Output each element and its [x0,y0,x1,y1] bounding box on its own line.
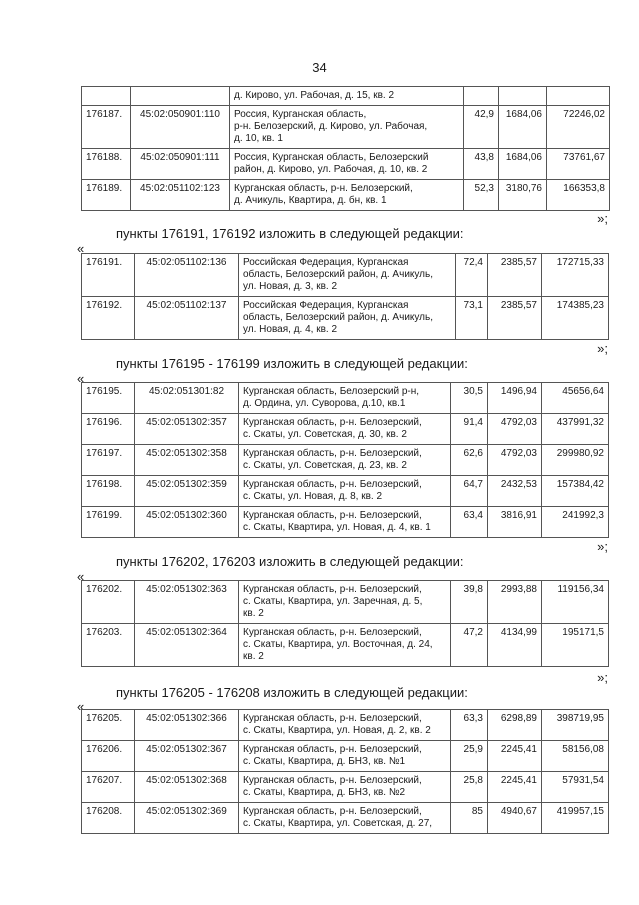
area [464,87,499,106]
area: 85 [451,803,488,834]
register-table-5 [81,709,609,834]
row-number: 176206. [82,741,135,772]
cadastral-value: 195171,5 [542,624,609,667]
table-row [82,254,609,297]
row-number: 176188. [82,149,131,180]
cadastral-number: 45:02:051302:368 [135,772,239,803]
row-number: 176208. [82,803,135,834]
opening-quote: « [77,569,85,584]
cadastral-number: 45:02:051302:364 [135,624,239,667]
address: Курганская область, р-н. Белозерский, д. Ачикуль, Квартира, д. бн, кв. 1 [230,180,464,211]
register-table-2 [81,253,609,340]
address: Курганская область, р-н. Белозерский, с. Скаты, Квартира, ул. Восточная, д. 24, кв. 2 [239,624,451,667]
address: Курганская область, р-н. Белозерский, с. Скаты, Квартира, ул. Новая, д. 4, кв. 1 [239,507,451,538]
area: 42,9 [464,106,499,149]
register-table-1 [81,86,610,211]
address: Курганская область, р-н. Белозерский, с. Скаты, ул. Советская, д. 23, кв. 2 [239,445,451,476]
cadastral-value: 241992,3 [542,507,609,538]
cadastral-number: 45:02:051102:136 [135,254,239,297]
row-number: 176203. [82,624,135,667]
address: Россия, Курганская область, р-н. Белозерский, д. Кирово, ул. Рабочая, д. 10, кв. 1 [230,106,464,149]
amendment-instruction: пункты 176195 - 176199 изложить в следующей редакции: [116,356,468,371]
rate: 6298,89 [488,710,542,741]
row-number: 176199. [82,507,135,538]
page-number: 34 [312,60,327,75]
rate: 2245,41 [488,772,542,803]
row-number: 176197. [82,445,135,476]
area: 73,1 [456,297,488,340]
row-number: 176207. [82,772,135,803]
cadastral-number: 45:02:051302:359 [135,476,239,507]
rate: 4134,99 [488,624,542,667]
table-row [82,297,609,340]
address: Курганская область, р-н. Белозерский, с. Скаты, Квартира, д. БНЗ, кв. №1 [239,741,451,772]
rate: 1684,06 [499,149,547,180]
area: 52,3 [464,180,499,211]
area: 91,4 [451,414,488,445]
cadastral-value: 73761,67 [547,149,610,180]
area: 64,7 [451,476,488,507]
row-number: 176187. [82,106,131,149]
row-number [82,87,131,106]
area: 39,8 [451,581,488,624]
row-number: 176196. [82,414,135,445]
table-row [82,624,609,667]
cadastral-number: 45:02:051302:358 [135,445,239,476]
rate: 2385,57 [488,254,542,297]
closing-quote: »; [597,539,608,554]
address: Курганская область, р-н. Белозерский, с. Скаты, ул. Советская, д. 30, кв. 2 [239,414,451,445]
opening-quote: « [77,241,85,256]
area: 63,4 [451,507,488,538]
area: 63,3 [451,710,488,741]
cadastral-value: 398719,95 [542,710,609,741]
rate: 4792,03 [488,414,542,445]
row-number: 176189. [82,180,131,211]
cadastral-number [131,87,230,106]
rate [499,87,547,106]
register-table-4 [81,580,609,667]
rate: 4940,67 [488,803,542,834]
address: Курганская область, р-н. Белозерский, с. Скаты, Квартира, ул. Заречная, д. 5, кв. 2 [239,581,451,624]
closing-quote: »; [597,341,608,356]
cadastral-value: 58156,08 [542,741,609,772]
table-row [82,507,609,538]
address: Россия, Курганская область, Белозерский район, д. Кирово, ул. Рабочая, д. 10, кв. 2 [230,149,464,180]
rate: 2245,41 [488,741,542,772]
cadastral-number: 45:02:051302:363 [135,581,239,624]
cadastral-number: 45:02:050901:111 [131,149,230,180]
cadastral-number: 45:02:051302:357 [135,414,239,445]
cadastral-number: 45:02:051302:360 [135,507,239,538]
cadastral-value: 437991,32 [542,414,609,445]
row-number: 176192. [82,297,135,340]
table-row [82,772,609,803]
table-row [82,414,609,445]
table-row [82,476,609,507]
opening-quote: « [77,699,85,714]
cadastral-value: 166353,8 [547,180,610,211]
closing-quote: »; [597,670,608,685]
cadastral-number: 45:02:051302:369 [135,803,239,834]
table-row [82,803,609,834]
cadastral-value: 119156,34 [542,581,609,624]
register-table-3 [81,382,609,538]
area: 72,4 [456,254,488,297]
table-row [82,149,610,180]
amendment-instruction: пункты 176205 - 176208 изложить в следующей редакции: [116,685,468,700]
row-number: 176205. [82,710,135,741]
table-row [82,581,609,624]
rate: 1684,06 [499,106,547,149]
table-row [82,445,609,476]
area: 25,9 [451,741,488,772]
cadastral-number: 45:02:051102:123 [131,180,230,211]
area: 62,6 [451,445,488,476]
cadastral-number: 45:02:051301:82 [135,383,239,414]
row-number: 176195. [82,383,135,414]
address: Курганская область, р-н. Белозерский, с. Скаты, Квартира, ул. Новая, д. 2, кв. 2 [239,710,451,741]
area: 43,8 [464,149,499,180]
address: Российская Федерация, Курганская область, Белозерский район, д. Ачикуль, ул. Новая, д. 4, кв. 2 [239,297,456,340]
rate: 3180,76 [499,180,547,211]
rate: 2432,53 [488,476,542,507]
area: 47,2 [451,624,488,667]
address: Курганская область, р-н. Белозерский, с. Скаты, Квартира, д. БНЗ, кв. №2 [239,772,451,803]
address: Курганская область, р-н. Белозерский, с. Скаты, Квартира, ул. Советская, д. 27, [239,803,451,834]
address: Российская Федерация, Курганская область, Белозерский район, д. Ачикуль, ул. Новая, д. 3, кв. 2 [239,254,456,297]
cadastral-value: 174385,23 [542,297,609,340]
table-row [82,710,609,741]
cadastral-value: 299980,92 [542,445,609,476]
address: Курганская область, р-н. Белозерский, с. Скаты, ул. Новая, д. 8, кв. 2 [239,476,451,507]
table-row [82,106,610,149]
cadastral-value: 172715,33 [542,254,609,297]
cadastral-number: 45:02:051302:366 [135,710,239,741]
rate: 2993,88 [488,581,542,624]
row-number: 176198. [82,476,135,507]
opening-quote: « [77,371,85,386]
rate: 1496,94 [488,383,542,414]
address: Курганская область, Белозерский р-н, д. Ордина, ул. Суворова, д.10, кв.1 [239,383,451,414]
rate: 4792,03 [488,445,542,476]
table-row [82,741,609,772]
row-number: 176202. [82,581,135,624]
row-number: 176191. [82,254,135,297]
amendment-instruction: пункты 176191, 176192 изложить в следующей редакции: [116,226,464,241]
area: 25,8 [451,772,488,803]
cadastral-value: 72246,02 [547,106,610,149]
cadastral-value [547,87,610,106]
address: д. Кирово, ул. Рабочая, д. 15, кв. 2 [230,87,464,106]
amendment-instruction: пункты 176202, 176203 изложить в следующей редакции: [116,554,464,569]
table-row [82,383,609,414]
closing-quote: »; [597,211,608,226]
cadastral-value: 57931,54 [542,772,609,803]
table-row [82,180,610,211]
cadastral-number: 45:02:051302:367 [135,741,239,772]
cadastral-value: 45656,64 [542,383,609,414]
table-row [82,87,610,106]
rate: 3816,91 [488,507,542,538]
rate: 2385,57 [488,297,542,340]
area: 30,5 [451,383,488,414]
cadastral-value: 157384,42 [542,476,609,507]
cadastral-number: 45:02:051102:137 [135,297,239,340]
cadastral-number: 45:02:050901:110 [131,106,230,149]
cadastral-value: 419957,15 [542,803,609,834]
